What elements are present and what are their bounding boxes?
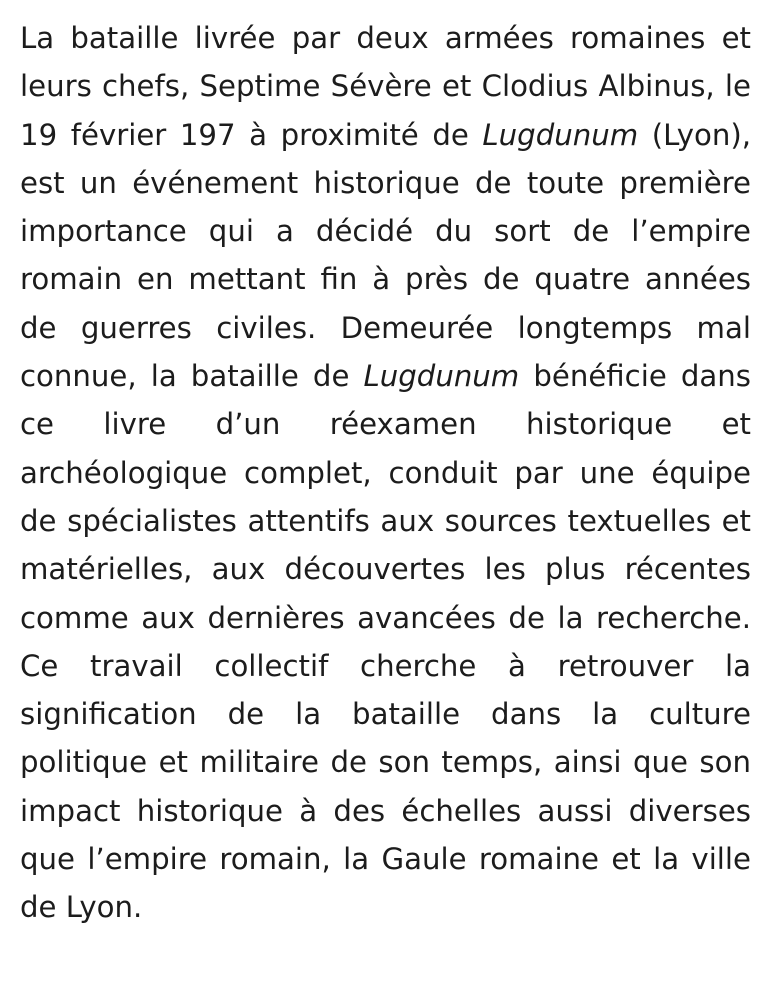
place-name-italic-1: Lugdunum <box>482 117 639 152</box>
place-name-italic-2: Lugdunum <box>363 359 520 394</box>
paragraph-text-segment-3: bénéficie dans ce livre d’un réexamen historique et archéologique complet, conduit par une équipe de spécialistes attentifs aux sources textuelles et matérielles, aux découvertes les plus récentes comme aux dernières avancées de la recherche. Ce travail collectif cherche à retrouver la signification de la bataille dans la culture politique et militaire de son temps, ainsi que son impact historique à des échelles aussi diverses que l’empire romain, la Gaule romaine et la ville de Lyon. <box>20 359 751 925</box>
summary-paragraph <box>20 14 751 932</box>
document-page <box>20 14 751 932</box>
paragraph-text-segment-2: (Lyon), est un événement historique de toute première importance qui a décidé du sort de l’empire romain en mettant fin à près de quatre années de guerres civiles. Demeurée longtemps mal connue, la bataille de <box>20 117 751 394</box>
paragraph-text-segment-1: La bataille livrée par deux armées romaines et leurs chefs, Septime Sévère et Clodius Albinus, le 19 février 197 à proximité de <box>20 21 751 152</box>
